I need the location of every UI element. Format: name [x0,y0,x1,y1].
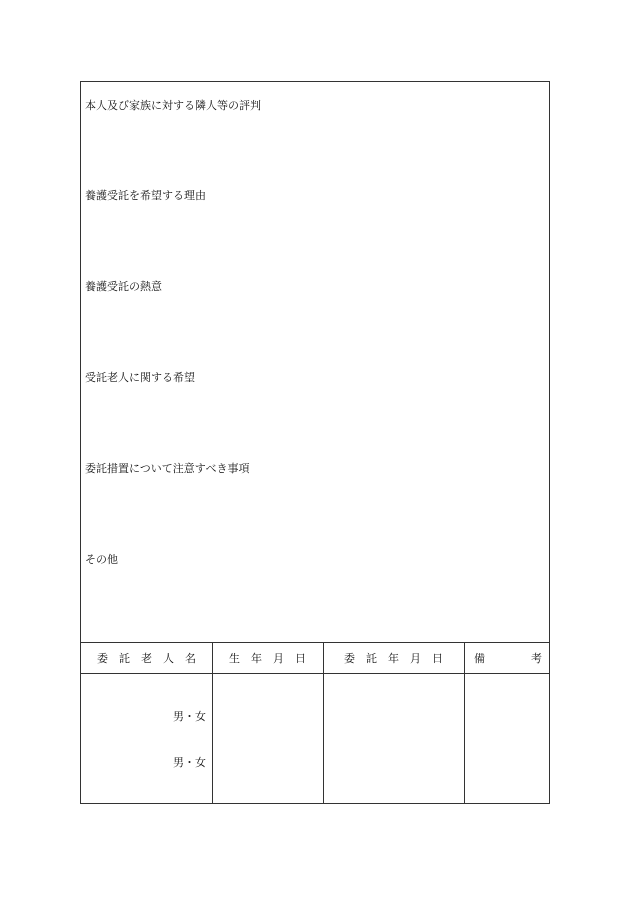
section-label-notes: 委託措置について注意すべき事項 [85,462,250,475]
sex-option-row-2: 男・女 [173,756,206,769]
section-label-enthusiasm: 養護受託の熱意 [85,280,162,293]
section-label-neighbor-reputation: 本人及び家族に対する隣人等の評判 [85,99,261,112]
section-label-preferences: 受託老人に関する希望 [85,371,195,384]
table-header-border [81,673,549,674]
section-label-other: その他 [85,553,118,566]
header-elder-name: 委 託 老 人 名 [97,652,196,665]
sex-option-row-1: 男・女 [173,710,206,723]
header-remarks [464,643,550,673]
section-label-reason: 養護受託を希望する理由 [85,189,206,202]
header-remarks-left: 備 [474,652,485,665]
header-remarks-right: 考 [531,652,542,665]
application-form [80,81,550,804]
header-birthdate: 生 年 月 日 [229,652,306,665]
header-commission-date: 委 託 年 月 日 [344,652,443,665]
